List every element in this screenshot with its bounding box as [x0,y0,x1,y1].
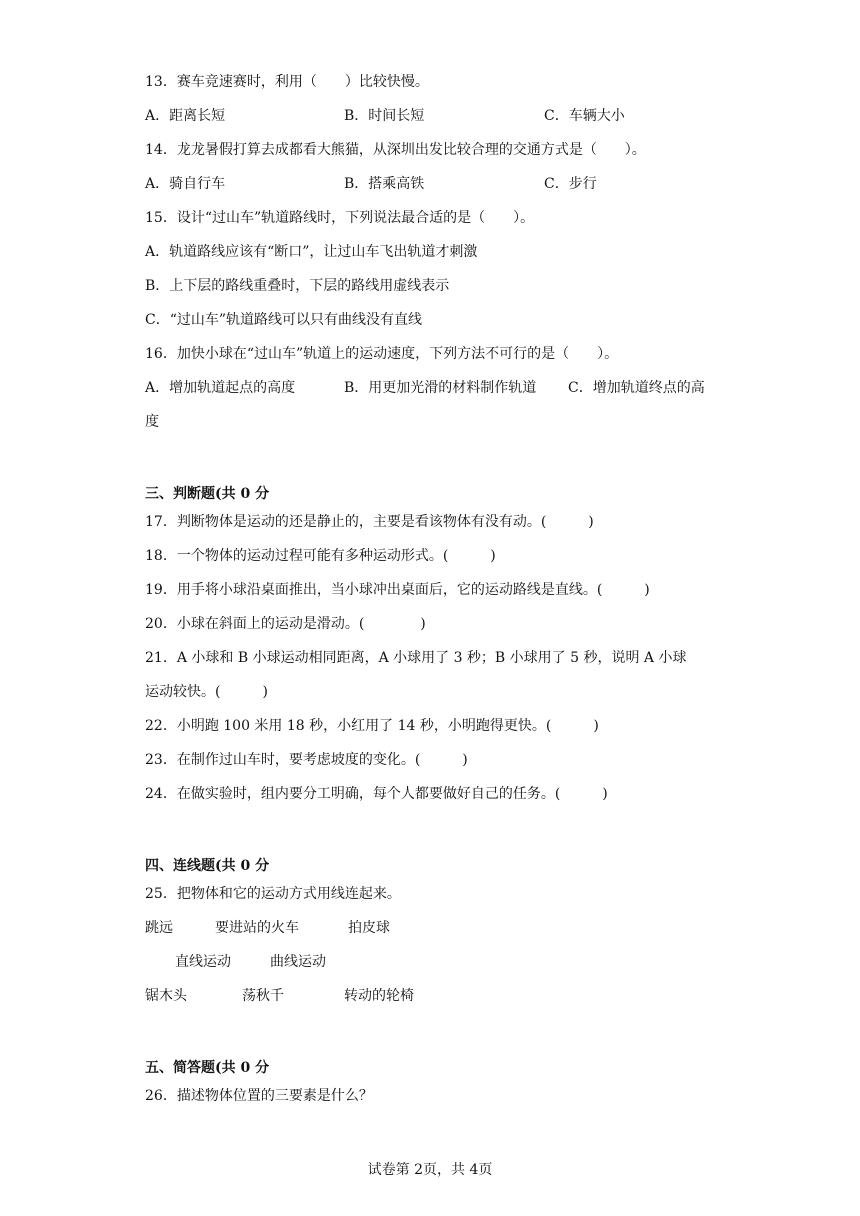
match-item-long-jump: 跳远 [145,920,173,936]
question-21-line-2: 运动较快。( ) [145,684,268,700]
match-item-rotating-wheelchair: 转动的轮椅 [344,988,414,1004]
match-item-sawing-wood: 锯木头 [145,988,187,1004]
section-4-title: 四、连线题(共 0 分 [145,858,270,874]
question-24: 24．在做实验时，组内要分工明确，每个人都要做好自己的任务。( ) [145,786,608,802]
match-item-bouncing-ball: 拍皮球 [348,920,390,936]
question-14-stem: 14．龙龙暑假打算去成都看大熊猫，从深圳出发比较合理的交通方式是（ ）。 [145,142,646,158]
question-15-stem: 15．设计“过山车”轨道路线时，下列说法最合适的是（ ）。 [145,210,535,226]
question-17: 17．判断物体是运动的还是静止的，主要是看该物体有没有动。( ) [145,514,594,530]
question-13-stem: 13．赛车竞速赛时，利用（ ）比较快慢。 [145,74,429,90]
question-15-option-c: C．“过山车”轨道路线可以只有曲线没有直线 [145,312,423,328]
match-category-curved-motion: 曲线运动 [270,954,326,970]
question-16-option-a: A．增加轨道起点的高度 [145,380,296,396]
question-26-stem: 26．描述物体位置的三要素是什么？ [145,1088,373,1104]
question-15-option-b: B．上下层的路线重叠时，下层的路线用虚线表示 [145,278,450,294]
question-25-stem: 25．把物体和它的运动方式用线连起来。 [145,886,401,902]
question-16-stem: 16．加快小球在“过山车”轨道上的运动速度，下列方法不可行的是（ ）。 [145,346,619,362]
question-22: 22．小明跑 100 米用 18 秒，小红用了 14 秒，小明跑得更快。( ) [145,718,599,734]
question-16-option-b: B．用更加光滑的材料制作轨道 [344,380,537,396]
question-16-option-c: C．增加轨道终点的高 [568,380,705,396]
question-14-option-b: B．搭乘高铁 [344,176,425,192]
question-13-option-b: B．时间长短 [344,108,425,124]
question-13-option-a: A．距离长短 [145,108,226,124]
match-item-swing: 荡秋千 [242,988,284,1004]
question-14-option-a: A．骑自行车 [145,176,226,192]
question-18: 18．一个物体的运动过程可能有多种运动形式。( ) [145,548,496,564]
question-23: 23．在制作过山车时，要考虑坡度的变化。( ) [145,752,468,768]
question-16-option-c-continued: 度 [145,414,159,430]
question-15-option-a: A．轨道路线应该有“断口”，让过山车飞出轨道才刺激 [145,244,478,260]
question-14-option-c: C．步行 [544,176,597,192]
page-footer: 试卷第 2页，共 4页 [367,1162,493,1178]
match-item-train-entering-station: 要进站的火车 [215,920,299,936]
match-category-linear-motion: 直线运动 [175,954,231,970]
section-3-title: 三、判断题(共 0 分 [145,486,270,502]
question-13-option-c: C．车辆大小 [544,108,625,124]
question-21-line-1: 21．A 小球和 B 小球运动相同距离，A 小球用了 3 秒；B 小球用了 5 秒，说明 A 小球 [145,650,687,666]
question-20: 20．小球在斜面上的运动是滑动。( ) [145,616,426,632]
question-19: 19．用手将小球沿桌面推出，当小球冲出桌面后，它的运动路线是直线。( ) [145,582,650,598]
section-5-title: 五、简答题(共 0 分 [145,1060,270,1076]
